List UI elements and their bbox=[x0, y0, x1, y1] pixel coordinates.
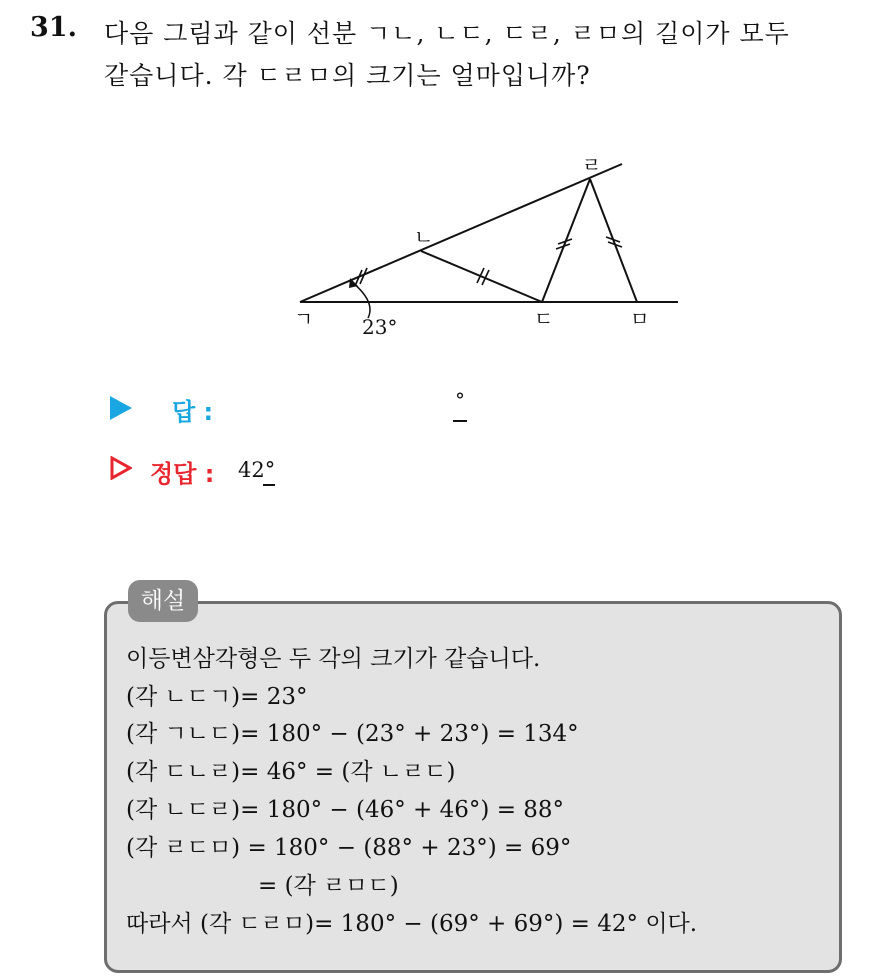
explanation-line: (각 ㄴㄷㄱ)= 23° bbox=[126, 684, 308, 710]
upper-ray bbox=[300, 164, 622, 302]
answer-unit: ° bbox=[455, 388, 465, 412]
explanation-line: (각 ㄴㄷㄹ)= 180° − (46° + 46°) = 88° bbox=[126, 797, 565, 823]
correct-arrow-icon bbox=[110, 456, 132, 480]
correct-answer-underline bbox=[263, 484, 275, 486]
explanation-line: 따라서 (각 ㄷㄹㅁ)= 180° − (69° + 69°) = 42° 이다. bbox=[126, 911, 698, 937]
vertex-label-n: ㄴ bbox=[414, 225, 434, 249]
geometry-figure bbox=[280, 150, 680, 350]
vertex-label-r: ㄹ bbox=[582, 153, 602, 177]
answer-row bbox=[110, 388, 530, 426]
angle-arc bbox=[352, 282, 370, 318]
question-text-line-1: 다음 그림과 같이 선분 ㄱㄴ, ㄴㄷ, ㄷㄹ, ㄹㅁ의 길이가 모두 bbox=[104, 19, 790, 48]
correct-answer-value: 42° bbox=[238, 458, 276, 482]
answer-underline bbox=[453, 420, 467, 422]
answer-arrow-icon bbox=[110, 396, 132, 420]
angle-label: 23° bbox=[362, 315, 398, 339]
explanation-line: = (각 ㄹㅁㄷ) bbox=[258, 873, 399, 899]
vertex-label-d: ㄷ bbox=[534, 307, 554, 331]
explanation-line: (각 ㄹㄷㅁ) = 180° − (88° + 23°) = 69° bbox=[126, 835, 572, 861]
vertex-label-m: ㅁ bbox=[630, 307, 650, 331]
segment-nd bbox=[421, 251, 542, 302]
question-text-line-2: 같습니다. 각 ㄷㄹㅁ의 크기는 얼마입니까? bbox=[104, 61, 591, 90]
explanation-line: 이등변삼각형은 두 각의 크기가 같습니다. bbox=[126, 646, 541, 672]
explanation-line: (각 ㄷㄴㄹ)= 46° = (각 ㄴㄹㄷ) bbox=[126, 759, 456, 785]
correct-answer-row bbox=[110, 452, 410, 488]
explanation-tab: 해설 bbox=[128, 580, 198, 622]
question-number: 31. bbox=[30, 12, 77, 43]
vertex-label-g: ㄱ bbox=[294, 307, 314, 331]
correct-answer-label: 정답 : bbox=[150, 460, 215, 488]
answer-label: 답 : bbox=[172, 398, 214, 426]
explanation-line: (각 ㄱㄴㄷ)= 180° − (23° + 23°) = 134° bbox=[126, 721, 579, 747]
